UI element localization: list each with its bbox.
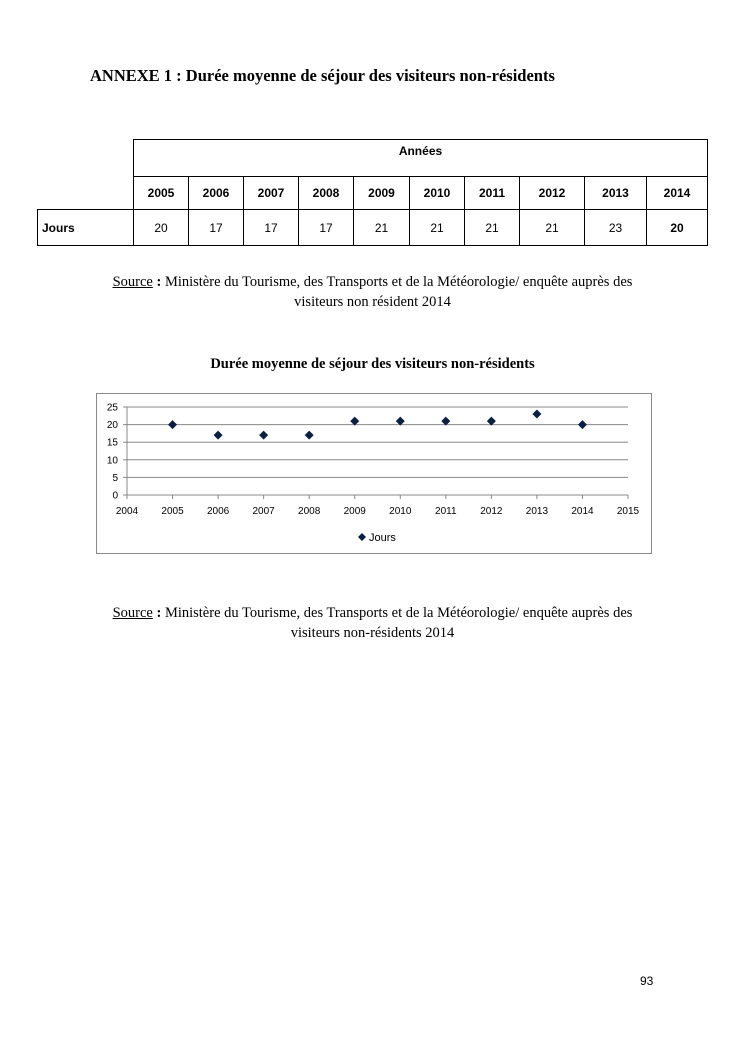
- y-tick-label: 10: [106, 455, 118, 467]
- value-cell: 21: [354, 210, 410, 246]
- x-tick-label: 2013: [525, 506, 549, 517]
- x-tick-label: 2007: [252, 506, 275, 517]
- x-tick-label: 2010: [389, 506, 412, 517]
- year-header: 2012: [520, 177, 585, 210]
- year-header: 2009: [354, 177, 410, 210]
- x-tick-label: 2008: [298, 506, 321, 517]
- page-heading: ANNEXE 1 : Durée moyenne de séjour des visiteurs non-résidents: [90, 66, 555, 85]
- data-point: [168, 420, 177, 429]
- source-note-2: [100, 603, 645, 643]
- data-point: [532, 410, 541, 419]
- year-header: 2014: [647, 177, 708, 210]
- x-tick-label: 2012: [480, 506, 503, 517]
- x-tick-label: 2009: [343, 506, 366, 517]
- legend-marker: [358, 533, 366, 541]
- y-tick-label: 15: [106, 437, 118, 449]
- source-label: Source: [112, 605, 153, 621]
- year-header: 2005: [134, 177, 189, 210]
- year-header: 2007: [244, 177, 299, 210]
- scatter-chart: [97, 394, 653, 555]
- data-table: [37, 139, 708, 246]
- y-tick-label: 0: [112, 490, 118, 502]
- source-text: Ministère du Tourisme, des Transports et de la Météorologie/ enquête auprès des visiteurs non-résidents 2014: [161, 605, 633, 641]
- legend-label: Jours: [369, 532, 396, 544]
- value-cell: 17: [189, 210, 244, 246]
- data-point: [578, 420, 587, 429]
- y-tick-label: 5: [112, 472, 118, 484]
- y-tick-label: 20: [106, 420, 118, 432]
- value-cell: 21: [410, 210, 465, 246]
- page-number: 93: [640, 974, 654, 988]
- source-colon: :: [152, 605, 162, 621]
- value-cell: 21: [520, 210, 585, 246]
- table-corner-blank: [38, 177, 134, 210]
- x-tick-label: 2006: [206, 506, 230, 517]
- value-cell: 20: [134, 210, 189, 246]
- value-cell: 23: [585, 210, 647, 246]
- source-note-1: [100, 272, 645, 312]
- data-point: [305, 431, 314, 440]
- y-tick-label: 25: [106, 402, 118, 414]
- value-cell: 17: [299, 210, 354, 246]
- x-tick-label: 2005: [161, 506, 184, 517]
- value-cell: 20: [647, 210, 708, 246]
- chart-frame: [96, 393, 652, 554]
- data-point: [259, 431, 268, 440]
- x-tick-label: 2004: [115, 506, 139, 517]
- x-tick-label: 2014: [571, 506, 594, 517]
- x-tick-label: 2011: [435, 506, 457, 517]
- table-group-header: Années: [134, 140, 708, 177]
- source-colon: :: [152, 274, 162, 290]
- year-header: 2010: [410, 177, 465, 210]
- x-tick-label: 2015: [616, 506, 640, 517]
- source-label: Source: [112, 274, 153, 290]
- value-cell: 17: [244, 210, 299, 246]
- year-header: 2011: [465, 177, 520, 210]
- chart-title: Durée moyenne de séjour des visiteurs non-résidents: [210, 356, 535, 372]
- data-point: [214, 431, 223, 440]
- year-header: 2013: [585, 177, 647, 210]
- source-text: Ministère du Tourisme, des Transports et de la Météorologie/ enquête auprès des visiteurs non résident 2014: [161, 274, 633, 310]
- year-header: 2006: [189, 177, 244, 210]
- table-corner-blank: [38, 140, 134, 177]
- row-label-jours: Jours: [38, 210, 134, 246]
- year-header: 2008: [299, 177, 354, 210]
- value-cell: 21: [465, 210, 520, 246]
